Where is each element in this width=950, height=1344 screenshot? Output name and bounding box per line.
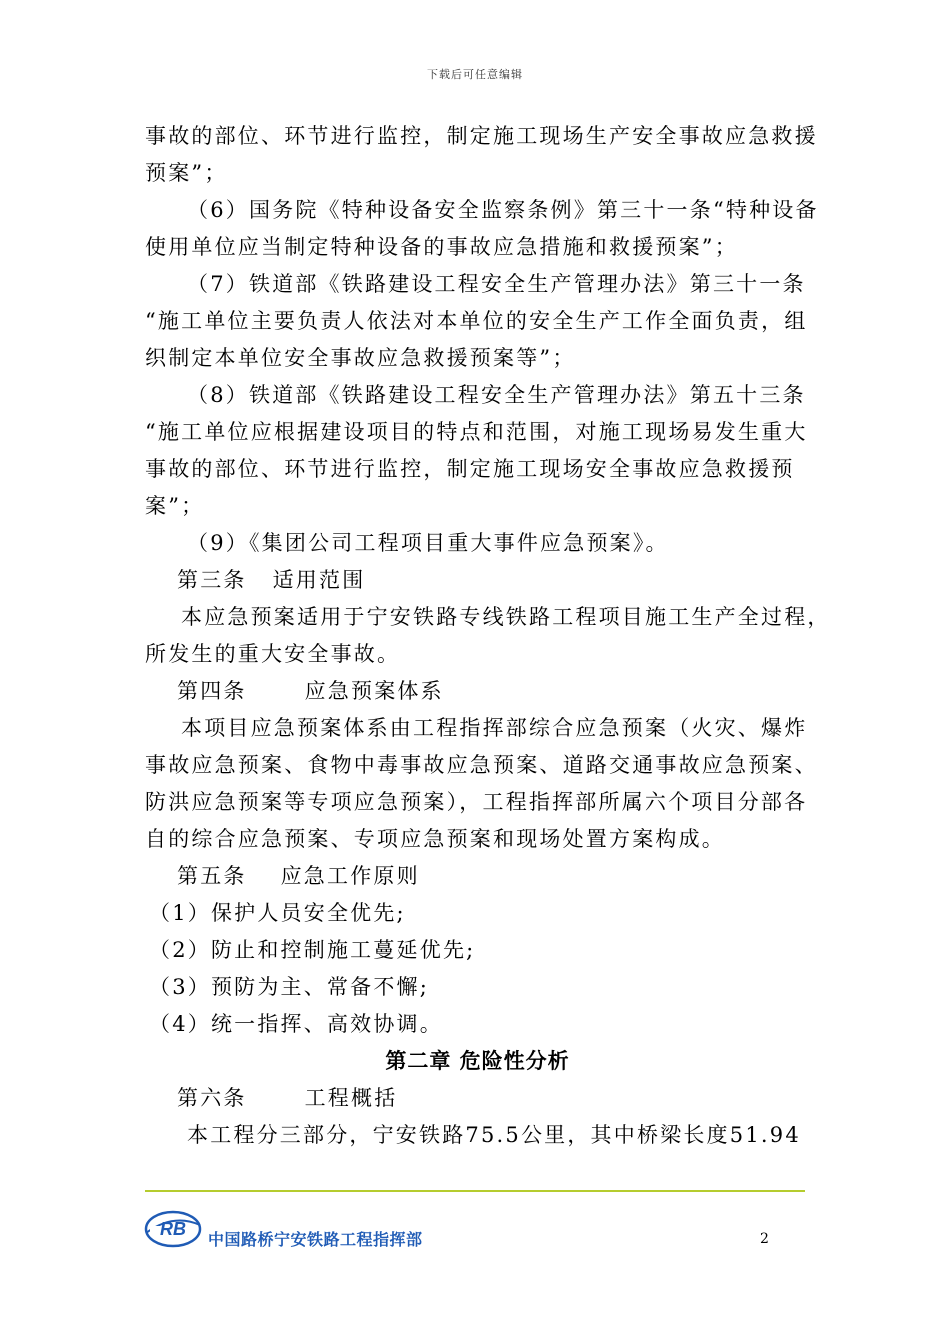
list-item: （2）防止和控制施工蔓延优先; bbox=[149, 938, 476, 962]
text-line: 本应急预案适用于宁安铁路专线铁路工程项目施工生产全过程， bbox=[181, 605, 831, 629]
article-number: 第三条 bbox=[177, 568, 247, 592]
text-line: 使用单位应当制定特种设备的事故应急措施和救援预案”； bbox=[145, 235, 738, 259]
text-line: 所发生的重大安全事故。 bbox=[145, 642, 401, 666]
article-heading-5 bbox=[145, 858, 810, 895]
text-line: 事故应急预案、食物中毒事故应急预案、道路交通事故应急预案、 bbox=[145, 753, 818, 777]
chapter-title: 第二章 危险性分析 bbox=[385, 1049, 570, 1073]
text-line: 案”； bbox=[145, 494, 205, 518]
text-line: 织制定本单位安全事故应急救援预案等”； bbox=[145, 346, 576, 370]
text-line: （6）国务院《特种设备安全监察条例》第三十一条“特种设备 bbox=[187, 198, 819, 222]
text-line: 事故的部位、环节进行监控，制定施工现场安全事故应急救援预 bbox=[145, 457, 795, 481]
text-line: （9）《集团公司工程项目重大事件应急预案》。 bbox=[187, 531, 669, 555]
list-item: （3）预防为主、常备不懈; bbox=[149, 975, 430, 999]
article-heading-3 bbox=[145, 562, 810, 599]
footer-rule bbox=[145, 1190, 805, 1192]
text-line: 自的综合应急预案、专项应急预案和现场处置方案构成。 bbox=[145, 827, 725, 851]
text-line: 防洪应急预案等专项应急预案），工程指挥部所属六个项目分部各 bbox=[145, 790, 808, 814]
list-item: （1）保护人员安全优先; bbox=[149, 901, 406, 925]
article-number: 第五条 bbox=[177, 864, 247, 888]
organization-name: 中国路桥宁安铁路工程指挥部 bbox=[208, 1230, 423, 1249]
text-line: 预案”； bbox=[145, 161, 228, 185]
document-body bbox=[145, 118, 831, 1154]
logo-text: RB bbox=[160, 1219, 186, 1239]
article-title: 适用范围 bbox=[272, 568, 366, 592]
article-heading-4 bbox=[145, 673, 810, 710]
list-item: （4）统一指挥、高效协调。 bbox=[149, 1012, 443, 1036]
article-title: 工程概括 bbox=[304, 1086, 398, 1110]
text-line: “施工单位主要负责人依法对本单位的安全生产工作全面负责，组 bbox=[145, 309, 808, 333]
header-note: 下载后可任意编辑 bbox=[427, 68, 523, 81]
company-logo bbox=[144, 1209, 202, 1249]
article-title: 应急工作原则 bbox=[280, 864, 420, 888]
text-line: 事故的部位、环节进行监控，制定施工现场生产安全事故应急救援 bbox=[145, 124, 818, 148]
article-heading-6 bbox=[145, 1080, 810, 1117]
text-line: （7）铁道部《铁路建设工程安全生产管理办法》第三十一条 bbox=[187, 272, 806, 296]
article-number: 第四条 bbox=[177, 679, 247, 703]
text-line: “施工单位应根据建设项目的特点和范围，对施工现场易发生重大 bbox=[145, 420, 808, 444]
text-line: （8）铁道部《铁路建设工程安全生产管理办法》第五十三条 bbox=[187, 383, 806, 407]
article-title: 应急预案体系 bbox=[304, 679, 444, 703]
text-line: 本工程分三部分，宁安铁路75.5公里，其中桥梁长度51.94 bbox=[187, 1123, 801, 1147]
article-number: 第六条 bbox=[177, 1086, 247, 1110]
text-line: 本项目应急预案体系由工程指挥部综合应急预案（火灾、爆炸 bbox=[181, 716, 808, 740]
page-number: 2 bbox=[760, 1231, 769, 1247]
